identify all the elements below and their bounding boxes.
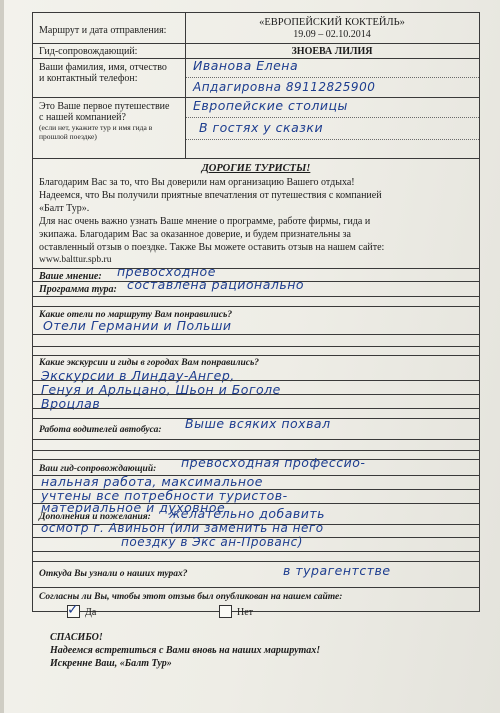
guide-feedback-handwritten-2: нальная работа, максимальное [41,474,263,489]
opinion-handwritten: превосходное [117,264,216,279]
intro-title: ДОРОГИЕ ТУРИСТЫ! [201,163,311,174]
drivers-handwritten: Выше всяких похвал [185,416,331,431]
source-label: Откуда Вы узнали о наших турах? [39,569,188,579]
publish-label: Согласны ли Вы, чтобы этот отзыв был опубликован на нашем сайте: [39,592,343,602]
wishes-handwritten-2: осмотр г. Авиньон (или заменить на него [41,521,324,535]
contact-handwritten-phone: Апдагировна 89112825900 [193,80,376,94]
contact-label-line2: и контактный телефон: [39,73,138,84]
first-trip-hint-line2: прошлой поездке) [39,132,97,141]
intro-line-2: Надеемся, что Вы получили приятные впечатления от путешествия с компанией [39,190,382,201]
program-label: Программа тура: [39,284,117,295]
source-handwritten: в турагентстве [283,563,391,578]
excursions-handwritten-1: Экскурсии в Линдау-Ангер, [41,368,235,383]
guide-feedback-handwritten-1: превосходная профессио- [181,455,366,470]
guide-name: ЗНОЕВА ЛИЛИЯ [291,46,373,57]
feedback-form-table [32,12,480,618]
wishes-label: Дополнения и пожелания: [39,512,151,522]
feedback-form-sheet [4,0,500,713]
intro-line-6: оставленный отзыв о поездке. Также Вы можете оставить отзыв на нашем сайте: [39,242,385,253]
publish-no-checkbox[interactable] [219,605,232,618]
excursions-handwritten-2: Генуя и Арльцано, Шьон и Боголе [41,382,281,397]
wishes-handwritten-1: желательно добавить [169,506,326,521]
contact-label-line1: Ваши фамилия, имя, отчество [39,62,167,73]
first-trip-handwritten-1: Европейские столицы [193,98,348,113]
first-trip-label-line1: Это Ваше первое путешествие [39,101,170,112]
drivers-label: Работа водителей автобуса: [39,425,162,435]
intro-line-3: «Балт Тур». [39,203,90,214]
publish-no-label: Нет [237,607,254,618]
opinion-label: Ваше мнение: [39,271,102,282]
tour-dates: 19.09 – 02.10.2014 [293,29,371,40]
tour-name: «ЕВРОПЕЙСКИЙ КОКТЕЙЛЬ» [259,17,405,28]
contact-handwritten-name: Иванова Елена [193,58,299,73]
check-mark-icon: ✓ [67,602,79,618]
intro-line-4: Для нас очень важно узнать Ваше мнение о программе, работе фирмы, гида и [39,216,371,227]
footer-meet-again: Надеемся встретиться с Вами вновь на наших маршрутах! [50,645,321,656]
first-trip-label-line2: с нашей компанией? [39,112,126,123]
publish-yes-label: Да [85,607,97,618]
route-label: Маршрут и дата отправления: [39,25,167,36]
guide-feedback-handwritten-4: материальное и духовное [41,500,226,515]
hotels-handwritten: Отели Германии и Польши [43,318,232,333]
first-trip-handwritten-2: В гостях у сказки [199,120,324,135]
footer-signature: Искренне Ваш, «Балт Тур» [50,658,172,669]
program-handwritten: составлена рационально [127,277,305,292]
footer-thanks: СПАСИБО! [50,632,103,643]
wishes-handwritten-3: поездку в Экс ан-Прованс) [121,535,303,549]
guide-feedback-label: Ваш гид-сопровождающий: [39,464,157,474]
excursions-handwritten-3: Вроцлав [41,396,101,411]
excursions-label: Какие экскурсии и гиды в городах Вам понравились? [39,358,260,368]
guide-feedback-handwritten-3: учтены все потребности туристов- [41,488,288,503]
website-link: www.balttur.spb.ru [39,255,112,265]
intro-line-1: Благодарим Вас за то, что Вы доверили нам организацию Вашего отдыха! [39,177,355,188]
hotels-label: Какие отели по маршруту Вам понравились? [39,310,233,320]
first-trip-hint-line1: (если нет, укажите тур и имя гида в [39,123,153,132]
guide-label: Гид-сопровождающий: [39,46,138,57]
intro-line-5: экипажа. Благодарим Вас за оказанное доверие, и будем признательны за [39,229,351,240]
